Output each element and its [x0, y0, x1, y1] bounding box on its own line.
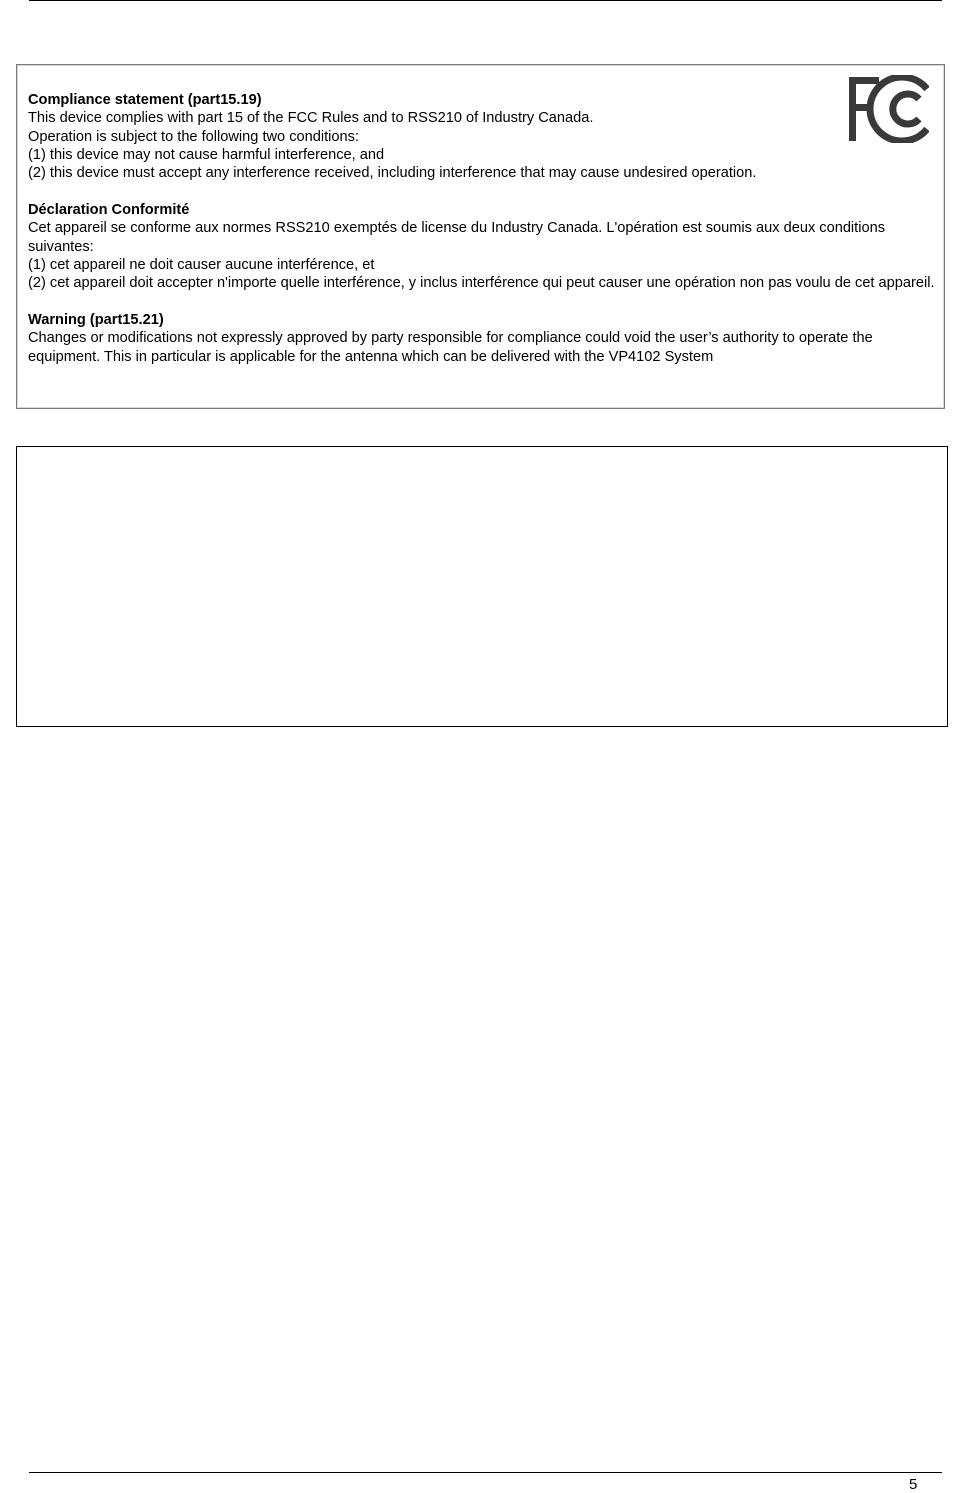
declaration-paragraph: Cet appareil se conforme aux normes RSS210 exemptés de license du Industry Canada. L'opération est soumis aux deux conditions suivantes:: [28, 220, 886, 255]
fcc-line: Operation is subject to the following two conditions:: [28, 128, 359, 145]
compliance-notice-box: [16, 64, 945, 409]
fcc-compliance-heading: Compliance statement (part15.19): [28, 92, 262, 108]
fcc-line: This device complies with part 15 of the FCC Rules and to RSS210 of Industry Canada.: [28, 110, 594, 127]
warning-section: [28, 311, 938, 366]
warning-heading: Warning (part15.21): [28, 312, 164, 329]
fcc-line: (2) this device must accept any interference received, including interference that may cause undesired operation.: [28, 165, 757, 182]
declaration-line: (2) cet appareil doit accepter n'importe quelle interférence, y inclus interférence qui peut causer une opération non pas voulu de cet appareil.: [28, 275, 935, 292]
declaration-section: [28, 201, 938, 292]
header-rule: [29, 0, 942, 1]
page-number: 5: [909, 1476, 918, 1493]
empty-frame-box: [16, 446, 948, 727]
declaration-heading: Déclaration Conformité: [28, 202, 190, 219]
footer-rule: [29, 1472, 942, 1473]
warning-paragraph: Changes or modifications not expressly approved by party responsible for compliance could void the user’s authority to operate the equipment. This in particular is applicable for the antenna which can be delivered with the VP4102 System: [28, 330, 873, 365]
declaration-line: (1) cet appareil ne doit causer aucune interférence, et: [28, 256, 375, 273]
fcc-line: (1) this device may not cause harmful interference, and: [28, 146, 385, 163]
fcc-compliance-section: [28, 91, 938, 182]
